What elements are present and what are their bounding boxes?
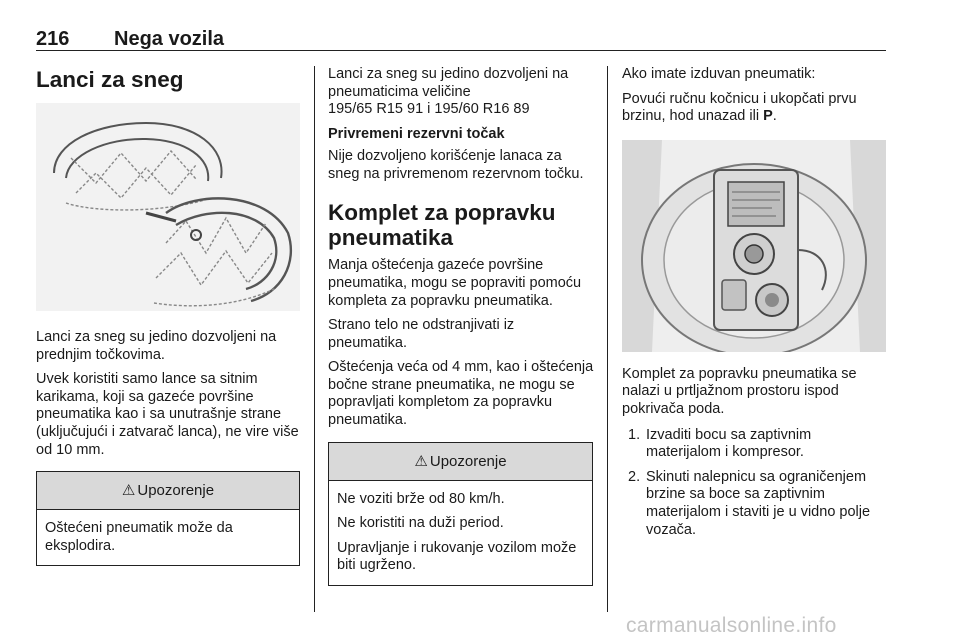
warning-box-1 xyxy=(36,471,300,566)
handbrake-text: Povući ručnu kočnicu i ukopčati prvu brzinu, hod unazad ili xyxy=(622,90,857,125)
column-snow-chains xyxy=(36,66,300,566)
step-number: 1. xyxy=(628,426,641,443)
warning-body-1 xyxy=(37,510,299,565)
paragraph-kit-location: Komplet za popravku pneumatika se nalazi u prtljažnom prostoru ispod pokrivača poda. xyxy=(622,365,857,417)
tyre-repair-kit-icon xyxy=(622,140,886,352)
warning-text-1: Oštećeni pneumatik može da eksplodira. xyxy=(45,520,233,554)
list-item xyxy=(622,469,890,539)
column-divider-2 xyxy=(607,66,608,612)
paragraph-chain-size: Uvek koristiti samo lance sa sitnim karikama, koji sa gazeće površine pneumatika kao i sa unutrašnje strane (uključujući i zatvarač lanca), ne vire više od 10 mm. xyxy=(36,371,299,458)
step-number: 2. xyxy=(628,468,641,485)
handbrake-text-end: . xyxy=(772,108,777,125)
section-title-snow-chains: Lanci za sneg xyxy=(36,67,184,92)
warning-body-2 xyxy=(329,481,592,585)
repair-kit-illustration xyxy=(622,140,886,352)
column-flat-tyre xyxy=(622,66,890,546)
header-divider xyxy=(36,50,886,51)
paragraph-large-damage: Oštećenja veća od 4 mm, kao i oštećenja bočne strane pneumatika, ne mogu se popravljati kompletom za popravku pneumatika. xyxy=(328,359,594,429)
paragraph-minor-damage: Manja oštećenja gazeće površine pneumatika, mogu se popraviti pomoću kompleta za popravku pneumatika. xyxy=(328,257,582,309)
warning-title-2: Upozorenje xyxy=(429,452,507,470)
section-title-repair-kit: Komplet za popravku pneumatika xyxy=(328,199,556,251)
snow-chains-illustration xyxy=(36,103,300,311)
page-number: 216 xyxy=(36,28,70,50)
paragraph-allowed-tyres xyxy=(328,66,594,119)
list-item xyxy=(622,427,890,462)
warning-item: Ne voziti brže od 80 km/h. xyxy=(337,490,505,507)
watermark: carmanualsonline.info xyxy=(626,614,837,637)
allowed-tyres-sizes: 195/65 R15 91 i 195/60 R16 89 xyxy=(328,101,530,118)
column-repair-kit xyxy=(328,66,594,586)
paragraph-foreign-object: Strano telo ne odstranjivati iz pneumatika. xyxy=(328,317,515,351)
paragraph-flat-tyre: Ako imate izduvan pneumatik: xyxy=(622,66,816,82)
subheading-temporary-spare: Privremeni rezervni točak xyxy=(328,125,505,142)
paragraph-spare-wheel: Nije dozvoljeno korišćenje lanaca za sneg na privremenom rezervnom točku. xyxy=(328,148,584,182)
snow-chains-icon xyxy=(36,103,300,311)
step-text: Skinuti nalepnicu sa ograničenjem brzine sa boce sa zaptivnim materijalom i staviti je u vidno polje vozača. xyxy=(646,468,871,538)
chapter-title: Nega vozila xyxy=(114,28,225,50)
gear-p-label: P xyxy=(763,108,773,125)
warning-item: Upravljanje i rukovanje vozilom može biti ugrženo. xyxy=(337,539,577,574)
column-divider-1 xyxy=(314,66,315,612)
warning-item: Ne koristiti na duži period. xyxy=(337,515,504,532)
paragraph-front-wheels: Lanci za sneg su jedino dozvoljeni na prednjim točkovima. xyxy=(36,329,277,363)
warning-title-1: Upozorenje xyxy=(137,482,215,500)
warning-triangle-icon: ⚠ xyxy=(121,482,136,500)
steps-list xyxy=(622,427,890,540)
warning-box-2 xyxy=(328,442,593,586)
warning-triangle-icon: ⚠ xyxy=(414,452,428,470)
step-text: Izvaditi bocu sa zaptivnim materijalom i kompresor. xyxy=(646,426,812,461)
paragraph-handbrake xyxy=(622,91,890,126)
allowed-tyres-text: Lanci za sneg su jedino dozvoljeni na pneumaticima veličine xyxy=(328,66,569,100)
warning-header-1 xyxy=(37,472,299,510)
warning-header-2 xyxy=(329,443,592,481)
